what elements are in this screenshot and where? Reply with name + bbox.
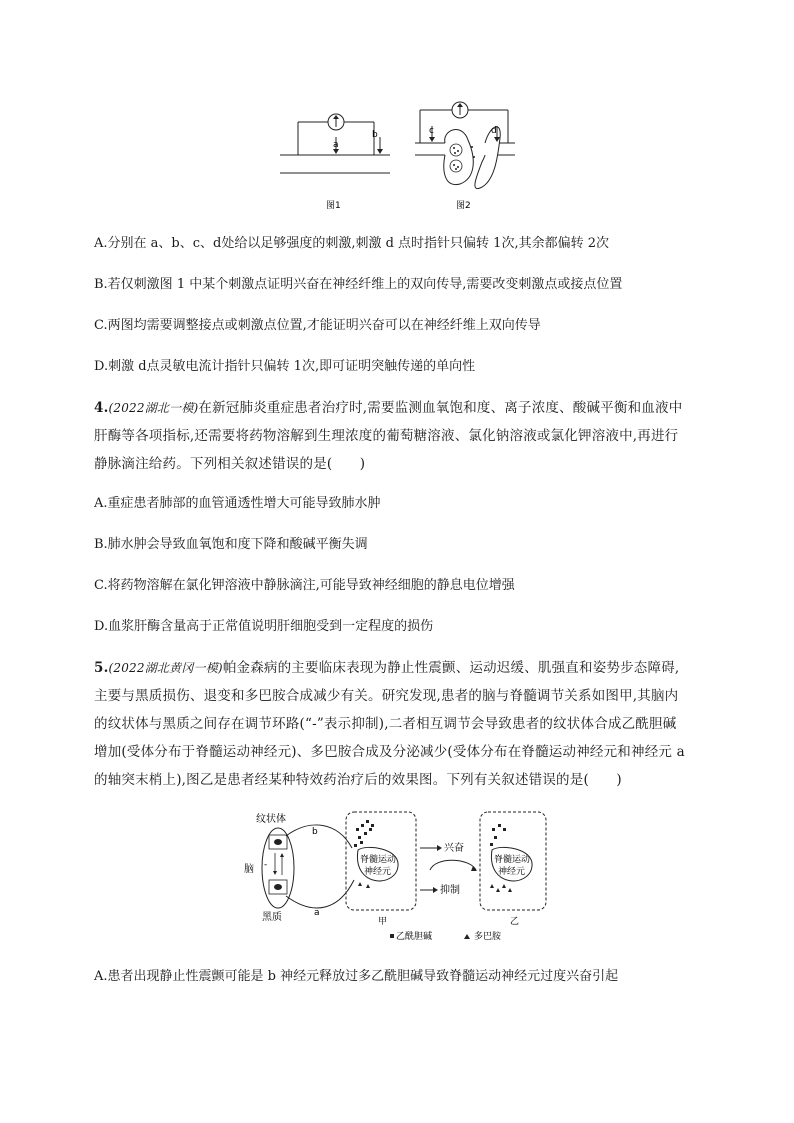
label-yi: 乙 [510,917,520,927]
figure-nerve-fiber-galvanometer [270,100,530,215]
legend-dopamine-marker [464,934,470,939]
inhibit-sign: - [264,860,268,870]
jia-dopamine-dots [358,882,370,888]
q5-stem-line4: 增加(受体分布于脊髓运动神经元)、多巴胺合成及分泌减少(受体分布在脊髓运动神经元和神经元 a [94,744,685,760]
label-b: b [372,130,378,140]
label-excite: 兴奋 [444,843,464,854]
q5-number: 5. [94,660,109,676]
yi-ach-dots [490,824,506,846]
q3-option-c: C.两图均需要调整接点或刺激点位置,才能证明兴奋可以在神经纤维上双向传导 [94,318,541,333]
label-substantia-nigra: 黑质 [262,912,282,923]
q5-stem-line2: 主要与黑质损伤、退变和多巴胺合成减少有关。研究发现,患者的脑与脊髓调节关系如图甲,其脑内 [94,688,679,704]
q3-option-b: B.若仅刺激图 1 中某个刺激点证明兴奋在神经纤维上的双向传导,需要改变刺激点或接点位置 [94,277,623,292]
legend-ach-marker [390,934,394,938]
label-a: a [314,908,320,918]
yi-dopamine-dots [490,884,512,892]
q4-stem-line1: 4.(2022湖北一模)在新冠肺炎重症患者治疗时,需要监测血氧饱和度、离子浓度、酸碱平衡和血液中 [94,400,683,416]
q5-stem-line1: 5.(2022湖北黄冈一模)帕金森病的主要临床表现为静止性震颤、运动迟缓、肌强直和姿势步态障碍, [94,660,680,676]
jia-neuron-line2: 神经元 [364,867,392,877]
jia-neuron-line1: 脊髓运动 [360,855,397,865]
legend-dopamine: 多巴胺 [474,932,502,942]
q4-option-a: A.重症患者肺部的血管通透性增大可能导致肺水肿 [94,496,381,511]
legend-ach: 乙酰胆碱 [396,932,433,942]
label-inhibit: 抑制 [440,885,460,896]
label-b: b [312,827,318,837]
q3-option-d: D.刺激 d点灵敏电流计指针只偏转 1次,即可证明突触传递的单向性 [94,359,476,374]
figure-2 [415,102,515,211]
label-a: a [333,140,339,150]
q4-stem-line2: 肝酶等各项指标,还需要将药物溶解到生理浓度的葡萄糖溶液、氯化钠溶液或氯化钾溶液中,再进行 [94,428,679,444]
fig1-caption: 图1 [326,201,341,211]
jia-ach-dots [354,820,374,847]
yi-neuron-line2: 神经元 [498,867,526,877]
q4-option-d: D.血浆肝酶含量高于正常值说明肝细胞受到一定程度的损伤 [94,619,434,634]
q4-stem-line3: 静脉滴注给药。下列相关叙述错误的是( ) [94,456,366,472]
q5-source: (2022湖北黄冈一模) [108,661,223,675]
label-striatum: 纹状体 [256,814,286,825]
fig2-caption: 图2 [456,201,471,211]
q5-option-a: A.患者出现静止性震颤可能是 b 神经元释放过多乙酰胆碱导致脊髓运动神经元过度兴奋引起 [94,969,619,984]
q4-source: (2022湖北一模) [108,401,199,415]
label-d: d [491,126,497,136]
label-brain: 脑 [244,864,254,875]
q3-option-a: A.分别在 a、b、c、d处给以足够强度的刺激,刺激 d 点时指针只偏转 1次,其余都偏转 2次 [94,236,609,251]
label-jia: 甲 [378,917,388,927]
figure-brain-spinal-regulation [240,808,560,948]
yi-neuron-line1: 脊髓运动 [494,855,531,865]
q4-number: 4. [94,400,109,416]
q5-stem-line3: 的纹状体与黑质之间存在调节环路(“-”表示抑制),二者相互调节会导致患者的纹状体合成乙酰胆碱 [94,716,677,732]
q4-option-c: C.将药物溶解在氯化钾溶液中静脉滴注,可能导致神经细胞的静息电位增强 [94,578,515,593]
figure-1 [280,114,390,211]
label-c: c [429,126,434,136]
q5-stem-line5: 的轴突末梢上),图乙是患者经某种特效药治疗后的效果图。下列有关叙述错误的是( ) [94,772,622,788]
q4-option-b: B.肺水肿会导致血氧饱和度下降和酸碱平衡失调 [94,537,368,552]
